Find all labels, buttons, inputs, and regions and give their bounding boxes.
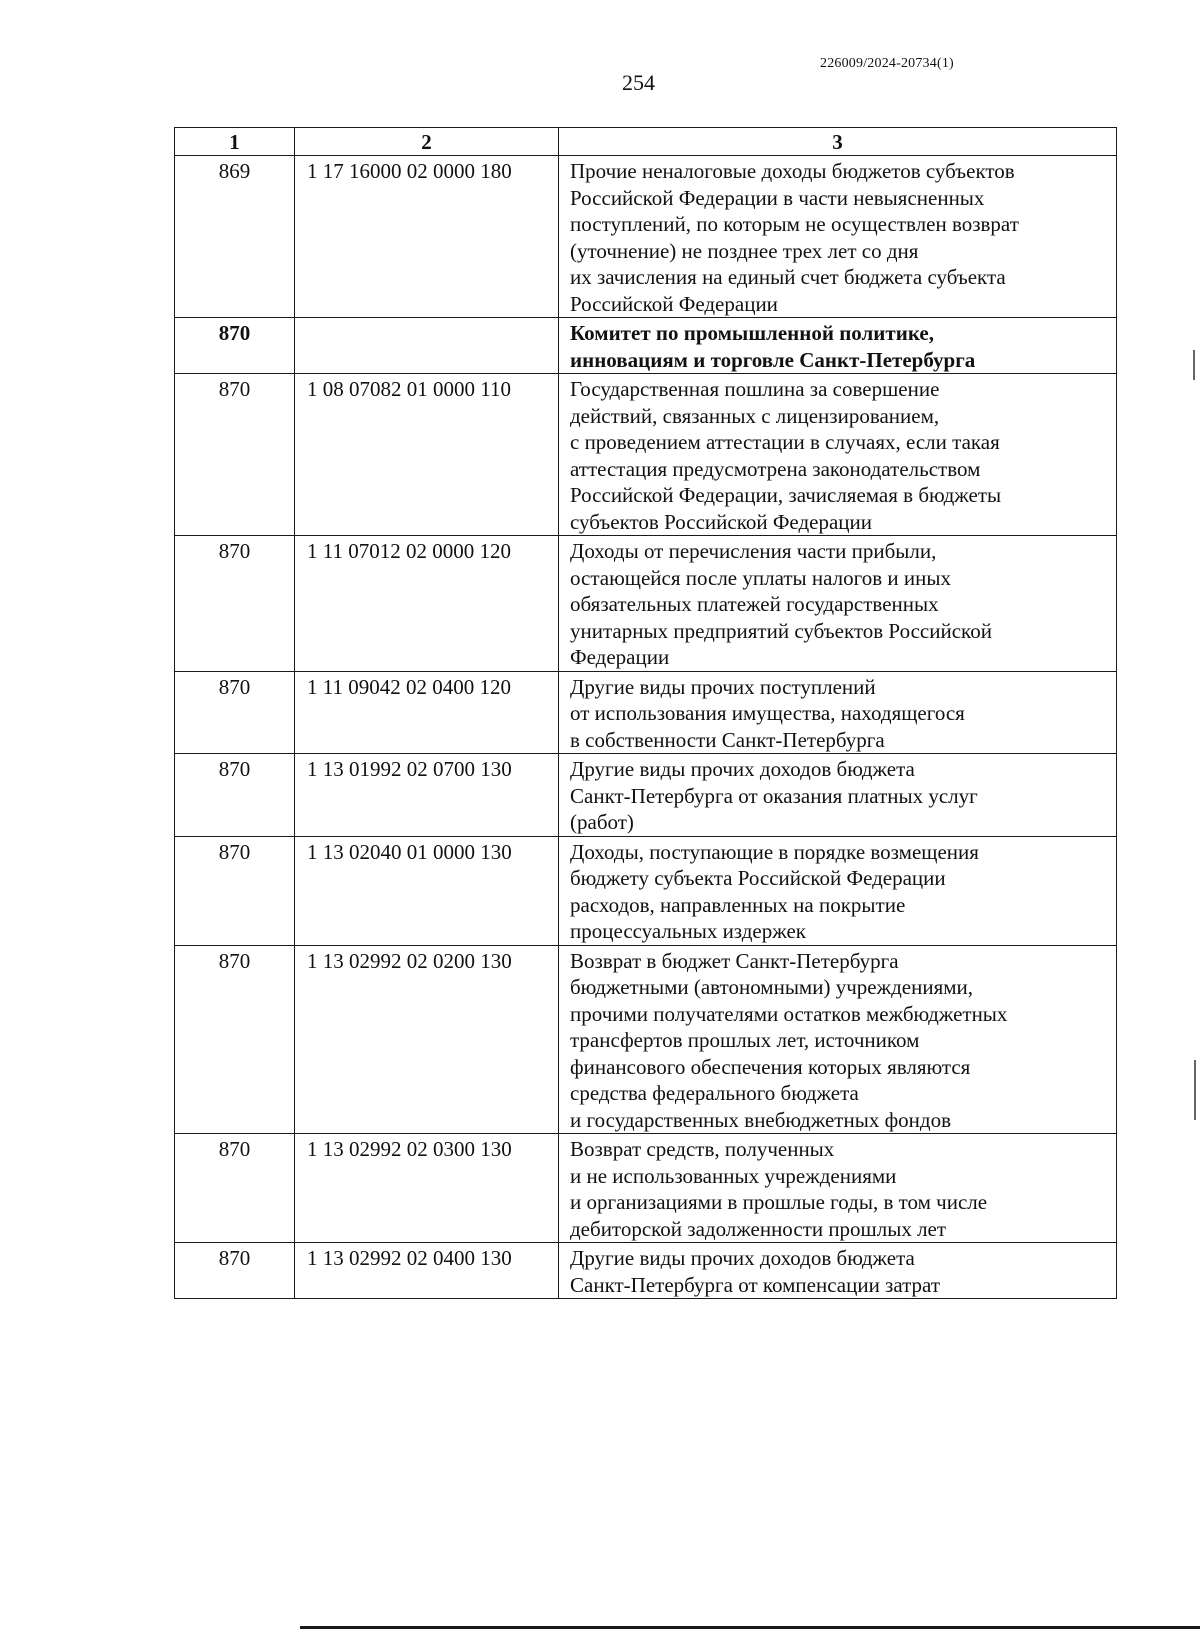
table-row <box>175 1243 1117 1299</box>
administrator-code-cell: 870 <box>175 1243 295 1299</box>
description-line: и государственных внебюджетных фондов <box>570 1107 952 1132</box>
revenue-code-cell: 1 13 02992 02 0400 130 <box>295 1243 559 1299</box>
table-row <box>175 836 1117 945</box>
table-row <box>175 945 1117 1134</box>
description-line: их зачисления на единый счет бюджета субъекта <box>570 265 1006 289</box>
administrator-code-cell: 869 <box>175 156 295 318</box>
description-line: (работ) <box>570 810 634 834</box>
revenue-description-cell <box>559 1243 1117 1299</box>
description-line: Санкт-Петербурга от компенсации затрат <box>570 1272 941 1297</box>
scan-margin-mark <box>1193 350 1195 380</box>
administrator-code-cell: 870 <box>175 374 295 536</box>
table-header-row <box>175 128 1117 156</box>
description-line: поступлений, по которым не осуществлен возврат <box>570 212 1019 236</box>
description-line: с проведением аттестации в случаях, если такая <box>570 430 1000 454</box>
column-header-3: 3 <box>559 128 1117 156</box>
description-line: Другие виды прочих поступлений <box>570 674 876 699</box>
description-line: средства федерального бюджета <box>570 1081 859 1105</box>
administrator-code-cell: 870 <box>175 318 295 374</box>
description-line: действий, связанных с лицензированием, <box>570 403 940 428</box>
revenue-code-cell: 1 13 02992 02 0200 130 <box>295 945 559 1134</box>
description-line: Государственная пошлина за совершение <box>570 377 940 401</box>
revenue-description-cell <box>559 536 1117 672</box>
revenue-code-cell <box>295 318 559 374</box>
column-header-1: 1 <box>175 128 295 156</box>
description-line: Российской Федерации <box>570 291 778 316</box>
administrator-code-cell: 870 <box>175 1134 295 1243</box>
column-header-2: 2 <box>295 128 559 156</box>
table-header <box>175 128 1117 156</box>
administrator-code-cell: 870 <box>175 671 295 754</box>
administrator-code-cell: 870 <box>175 836 295 945</box>
administrator-code-cell: 870 <box>175 945 295 1134</box>
description-line: дебиторской задолженности прошлых лет <box>570 1216 947 1241</box>
description-line: Российской Федерации, зачисляемая в бюджеты <box>570 483 1002 507</box>
administrator-code-cell: 870 <box>175 536 295 672</box>
revenue-description-cell <box>559 1134 1117 1243</box>
administrator-code-cell: 870 <box>175 754 295 837</box>
revenue-code-cell: 1 13 02040 01 0000 130 <box>295 836 559 945</box>
revenue-code-cell: 1 11 07012 02 0000 120 <box>295 536 559 672</box>
description-line: бюджету субъекта Российской Федерации <box>570 866 946 890</box>
bottom-scan-rule <box>300 1626 1200 1629</box>
document-registration-number: 226009/2024-20734(1) <box>820 56 954 71</box>
description-line: остающейся после уплаты налогов и иных <box>570 565 951 590</box>
revenue-description-cell <box>559 374 1117 536</box>
table-row <box>175 156 1117 318</box>
description-line: унитарных предприятий субъектов Российской <box>570 618 992 643</box>
table-row <box>175 671 1117 754</box>
description-line: и не использованных учреждениями <box>570 1163 897 1188</box>
revenue-code-cell: 1 13 01992 02 0700 130 <box>295 754 559 837</box>
description-line: Возврат средств, полученных <box>570 1137 835 1161</box>
description-line: Другие виды прочих доходов бюджета <box>570 757 915 781</box>
table-row <box>175 318 1117 374</box>
description-line: Возврат в бюджет Санкт-Петербурга <box>570 948 899 973</box>
description-line: Санкт-Петербурга от оказания платных услуг <box>570 783 978 808</box>
revenue-code-cell: 1 11 09042 02 0400 120 <box>295 671 559 754</box>
description-line: прочими получателями остатков межбюджетных <box>570 1001 1008 1026</box>
table-row <box>175 754 1117 837</box>
description-line: от использования имущества, находящегося <box>570 701 965 725</box>
description-line: Федерации <box>570 645 670 669</box>
description-line: (уточнение) не позднее трех лет со дня <box>570 238 919 263</box>
revenue-code-cell: 1 13 02992 02 0300 130 <box>295 1134 559 1243</box>
description-line: трансфертов прошлых лет, источником <box>570 1028 920 1052</box>
description-line: Доходы от перечисления части прибыли, <box>570 539 937 563</box>
description-line: расходов, направленных на покрытие <box>570 892 906 917</box>
revenue-code-cell: 1 17 16000 02 0000 180 <box>295 156 559 318</box>
description-line: Российской Федерации в части невыясненных <box>570 185 985 210</box>
scan-margin-mark <box>1194 1060 1196 1120</box>
description-line: субъектов Российской Федерации <box>570 509 873 534</box>
description-line: инновациям и торговле Санкт-Петербурга <box>570 347 976 372</box>
table-row <box>175 536 1117 672</box>
page-number: 254 <box>622 70 655 95</box>
table-body <box>175 156 1117 1299</box>
description-line: Другие виды прочих доходов бюджета <box>570 1246 915 1270</box>
description-line: аттестация предусмотрена законодательством <box>570 456 981 481</box>
description-line: и организациями в прошлые годы, в том числе <box>570 1190 988 1214</box>
description-line: обязательных платежей государственных <box>570 592 939 616</box>
revenue-description-cell <box>559 156 1117 318</box>
description-line: Прочие неналоговые доходы бюджетов субъектов <box>570 159 1015 183</box>
description-line: Комитет по промышленной политике, <box>570 321 934 345</box>
description-line: процессуальных издержек <box>570 919 806 943</box>
table-row <box>175 374 1117 536</box>
revenue-description-cell <box>559 836 1117 945</box>
table-row <box>175 1134 1117 1243</box>
revenue-description-cell <box>559 754 1117 837</box>
revenue-code-cell: 1 08 07082 01 0000 110 <box>295 374 559 536</box>
budget-revenue-table <box>174 127 1117 1299</box>
revenue-description-cell <box>559 671 1117 754</box>
description-line: бюджетными (автономными) учреждениями, <box>570 975 974 999</box>
revenue-description-cell <box>559 318 1117 374</box>
description-line: в собственности Санкт-Петербурга <box>570 727 885 752</box>
description-line: финансового обеспечения которых являются <box>570 1054 971 1079</box>
description-line: Доходы, поступающие в порядке возмещения <box>570 839 979 864</box>
revenue-description-cell <box>559 945 1117 1134</box>
